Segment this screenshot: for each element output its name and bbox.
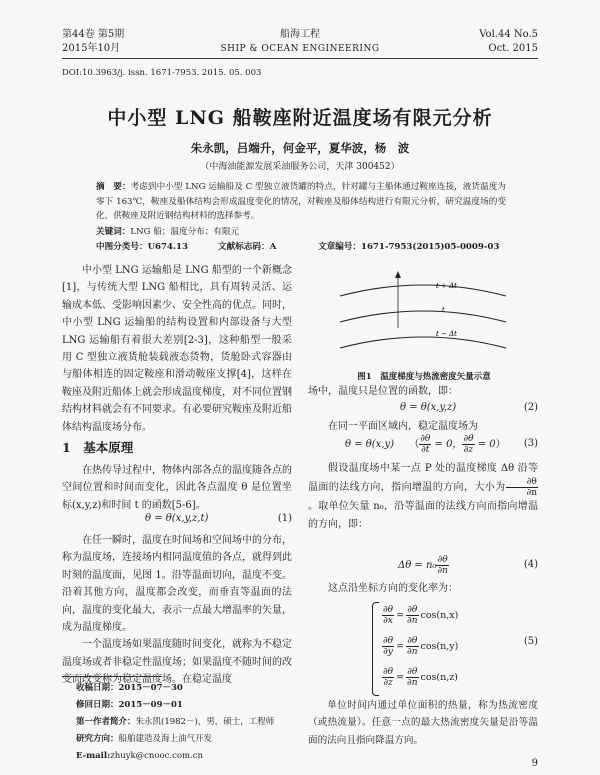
footnote-rule <box>62 676 162 677</box>
page-number: 9 <box>531 758 538 769</box>
article-id: 文章编号：1671-7953(2015)05-0009-03 <box>318 242 500 252</box>
equation-5-brace <box>372 602 379 696</box>
header-volume-cn: 第44卷 第5期 <box>62 29 125 40</box>
right-column-p1 <box>308 383 538 400</box>
intro-paragraph: 中小型 LNG 运输船是 LNG 船型的一个新概念[1]，与传统大型 LNG 船相比，具有周转灵活、运输成本低、受影响因素少、安全性高的优点。同时，中小型 LNG 运输船的结构设置和内部设备与大型 LNG 运输船有着很大差别[2-3]，这种船型一般采用 C 型独立液货舱装载液态货物，货舱卧式容器由与船体相连的固定鞍座和滑动鞍座支撑[4]，这样在鞍座及附近船体上就会形成温度梯度，对不同位置钢结构材料就会有不同要求。有必要研究鞍座及附近船体结构温度场分布。 <box>62 265 292 433</box>
equation-2: θ = θ(x,y,z) <box>400 402 457 413</box>
equation-3-number: (3) <box>523 438 538 449</box>
equation-3: θ = θ(x,y) （ $\frac{\partial\theta}{\partial t}$ = 0， $\frac{\partial\theta}{\partial z}$ = 0） <box>345 434 506 455</box>
label-t: t <box>442 306 445 314</box>
right-para-3: 假设温度场中某一点 P 处的温度梯度 Δθ 沿等温面的法线方向，指向增温的方向，大小为 $\frac{\partial\theta}{\partial n}$ 。取单位矢量 n₀，沿等温面的法线方向而指向增温的方向，即： <box>308 463 538 530</box>
revised-date: 修回日期：2015－09－01 <box>76 700 183 710</box>
gradient-arrow-head <box>395 271 401 278</box>
keywords-label: 关键词： <box>96 227 131 237</box>
header-rule <box>62 58 538 59</box>
isotherm-bottom <box>340 337 506 348</box>
header-journal-en: SHIP & OCEAN ENGINEERING <box>220 44 380 54</box>
first-author: 第一作者简介：朱永凯(1982－)，男，硕士，工程师 <box>76 717 275 727</box>
keywords-text: LNG 船；温度分布；有限元 <box>130 227 240 237</box>
classification: 中图分类号：U674.13 <box>96 242 188 252</box>
authors: 朱永凯，吕端升，何金平，夏华波，杨 波 <box>190 141 410 155</box>
doi: DOI:10.3963/j. issn. 1671-7953. 2015. 05. 003 <box>62 68 262 78</box>
equation-4: Δθ = n₀ $\frac{\partial\theta}{\partial n}$ <box>398 555 448 576</box>
keywords <box>96 225 506 240</box>
section-1-text <box>62 462 292 514</box>
abstract-label: 摘 要： <box>96 182 131 192</box>
right-column-p5 <box>308 697 538 749</box>
section-1-text-2 <box>62 532 292 689</box>
section-1-para-2: 在任一瞬时，温度在时间场和空间场中的分布，称为温度场，连接场内相同温度值的各点，就得到此时刻的温度面，见图 1。沿等温面切向，温度不变。沿着其他方向，温度都会改变，而垂直等温面的法向，温度的变化最大，表示一点最大增温率的矢量，成为温度梯度。 <box>62 535 292 634</box>
paper-title: 中小型 LNG 船鞍座附近温度场有限元分析 <box>107 107 493 129</box>
figure-1-caption: 图1 温度梯度与热流密度矢量示意 <box>357 372 491 382</box>
label-t-minus: t − Δt <box>436 330 457 338</box>
p3-fraction: $\frac{\partial\theta}{\partial n}$ <box>506 477 538 498</box>
right-column-p4 <box>308 580 538 597</box>
left-column <box>62 262 292 436</box>
equation-5-row: $\frac{\partial\theta}{\partial y}$ = $\frac{\partial\theta}{\partial n}$ cos(n,y) <box>383 636 459 657</box>
abstract <box>96 180 506 224</box>
isotherm-top <box>340 285 506 296</box>
label-t-plus: t + Δt <box>436 282 457 290</box>
email: E-mail:zhuyk@cnooc.com.cn <box>76 751 203 761</box>
right-para-2: 在同一平面区域内，稳定温度场为 <box>328 421 478 432</box>
right-column-p2 <box>308 418 538 435</box>
equation-1: θ = θ(x,y,z,t) <box>145 513 209 524</box>
right-para-5: 单位时间内通过单位面积的热量，称为热流密度（或热流量）。任意一点的最大热流密度矢量是沿等温面的法向且指向降温方向。 <box>308 700 538 746</box>
figure-1 <box>328 268 518 364</box>
right-para-4: 这点沿坐标方向的变化率为： <box>328 583 458 594</box>
section-1-para-3: 一个温度场如果温度随时间变化，就称为不稳定温度场或者非稳定性温度场；如果温度不随时间的改变而改变称为稳定温度场。在稳定温度 <box>62 639 292 686</box>
received-date: 收稿日期：2015－07－30 <box>76 683 183 693</box>
research-field: 研究方向：船舶建造及海上油气开发 <box>76 734 213 744</box>
equation-5-number: (5) <box>523 636 538 647</box>
footnote <box>76 680 296 765</box>
section-1-para-1: 在热传导过程中，物体内部各点的温度随各点的空间位置和时间而变化，因此各点温度 θ 是位置坐标(x,y,z)和时间 t 的函数[5-6]。 <box>62 465 292 511</box>
header-volume-en: Vol.44 No.5 <box>479 29 538 40</box>
equation-5-rows <box>382 600 458 693</box>
equation-4-number: (4) <box>523 559 538 570</box>
isotherm-mid <box>340 311 506 322</box>
equation-5-row: $\frac{\partial\theta}{\partial z}$ = $\frac{\partial\theta}{\partial n}$ cos(n,z) <box>383 667 458 688</box>
header-journal-cn: 船海工程 <box>280 29 320 40</box>
right-column-p3 <box>308 460 538 533</box>
section-heading-1: 1 基本原理 <box>62 440 134 455</box>
affiliation: （中海油能源发展采油服务公司，天津 300452） <box>200 162 400 172</box>
equation-1-number: (1) <box>277 513 292 524</box>
right-para-1: 场中，温度只是位置的函数，即： <box>308 386 458 397</box>
equation-2-number: (2) <box>523 402 538 413</box>
abstract-text: 考虑到中小型 LNG 运输船及 C 型独立液货罐的特点，针对罐与主船体通过鞍座连接，液货温度为零下 163℃，鞍座及船体结构会形成温度变化的情况，对鞍座及船体结构进行有限元分析，研究温度场的变化，供鞍座及附近钢结构材料的选择参考。 <box>96 182 506 221</box>
header-date-cn: 2015年10月 <box>62 43 121 54</box>
doc-code: 文献标志码：A <box>218 242 277 252</box>
header-date-en: Oct. 2015 <box>488 43 538 54</box>
equation-5-row: $\frac{\partial\theta}{\partial x}$ = $\frac{\partial\theta}{\partial n}$ cos(n,x) <box>383 605 459 626</box>
figure-1-diagram <box>328 268 518 364</box>
